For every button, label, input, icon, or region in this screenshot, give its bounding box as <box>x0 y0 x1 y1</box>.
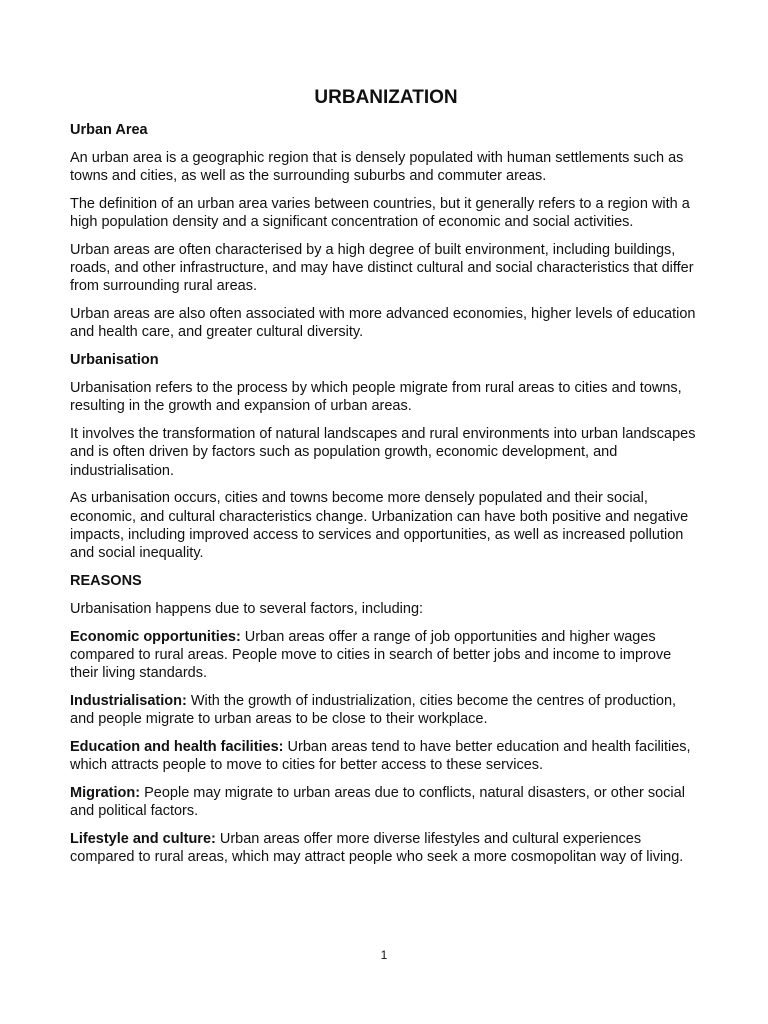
paragraph: The definition of an urban area varies between countries, but it generally refers to a region with a high population density and a significant concentration of economic and social activities. <box>70 196 690 231</box>
paragraph: An urban area is a geographic region that is densely populated with human settlements such as towns and cities, as well as the surrounding suburbs and commuter areas. <box>70 150 684 185</box>
reason-item <box>70 692 702 728</box>
reason-term: Education and health facilities: <box>70 738 284 755</box>
section-heading-urbanisation: Urbanisation <box>70 352 159 369</box>
reason-text: Urban areas tend to have better education and health facilities, which attracts people to move to cities for better access to these services. <box>70 738 691 774</box>
paragraph: Urban areas are also often associated with more advanced economies, higher levels of education and health care, and greater cultural diversity. <box>70 306 696 341</box>
document-title: URBANIZATION <box>314 87 458 108</box>
page-number: 1 <box>380 948 388 962</box>
reason-text: Urban areas offer a range of job opportunities and higher wages compared to rural areas. People move to cities in search of better jobs and income to improve their living standards. <box>70 628 672 682</box>
reason-item <box>70 738 702 774</box>
section-heading-reasons: REASONS <box>70 572 142 589</box>
reason-term: Economic opportunities: <box>70 628 241 645</box>
reason-text: People may migrate to urban areas due to conflicts, natural disasters, or other social and political factors. <box>70 784 685 820</box>
section-urbanisation <box>70 351 702 562</box>
reason-item <box>70 784 702 820</box>
document-page <box>70 86 702 876</box>
paragraph: It involves the transformation of natural landscapes and rural environments into urban landscapes and is often driven by factors such as population growth, economic development, and industrialisation. <box>70 426 696 479</box>
section-reasons <box>70 572 702 866</box>
reason-text: Urban areas offer more diverse lifestyles and cultural experiences compared to rural areas, which may attract people who seek a more cosmopolitan way of living. <box>70 830 684 866</box>
paragraph: As urbanisation occurs, cities and towns become more densely populated and their social, economic, and cultural characteristics change. Urbanization can have both positive and negative impacts, including improved access to services and opportunities, as well as increased pollution and social inequality. <box>70 490 689 562</box>
paragraph: Urbanisation refers to the process by which people migrate from rural areas to cities and towns, resulting in the growth and expansion of urban areas. <box>70 380 682 415</box>
reason-item <box>70 628 702 683</box>
reason-term: Migration: <box>70 784 141 801</box>
reason-term: Lifestyle and culture: <box>70 830 216 847</box>
paragraph: Urban areas are often characterised by a high degree of built environment, including buildings, roads, and other infrastructure, and may have distinct cultural and social characteristics that differ from surrounding rural areas. <box>70 242 694 295</box>
reason-text: With the growth of industrialization, cities become the centres of production, and people migrate to urban areas to be close to their workplace. <box>70 692 677 728</box>
section-heading-urban-area: Urban Area <box>70 122 148 138</box>
section-urban-area <box>70 121 702 342</box>
reasons-intro: Urbanisation happens due to several factors, including: <box>70 600 424 617</box>
reason-term: Industrialisation: <box>70 692 187 709</box>
reason-item <box>70 830 702 866</box>
